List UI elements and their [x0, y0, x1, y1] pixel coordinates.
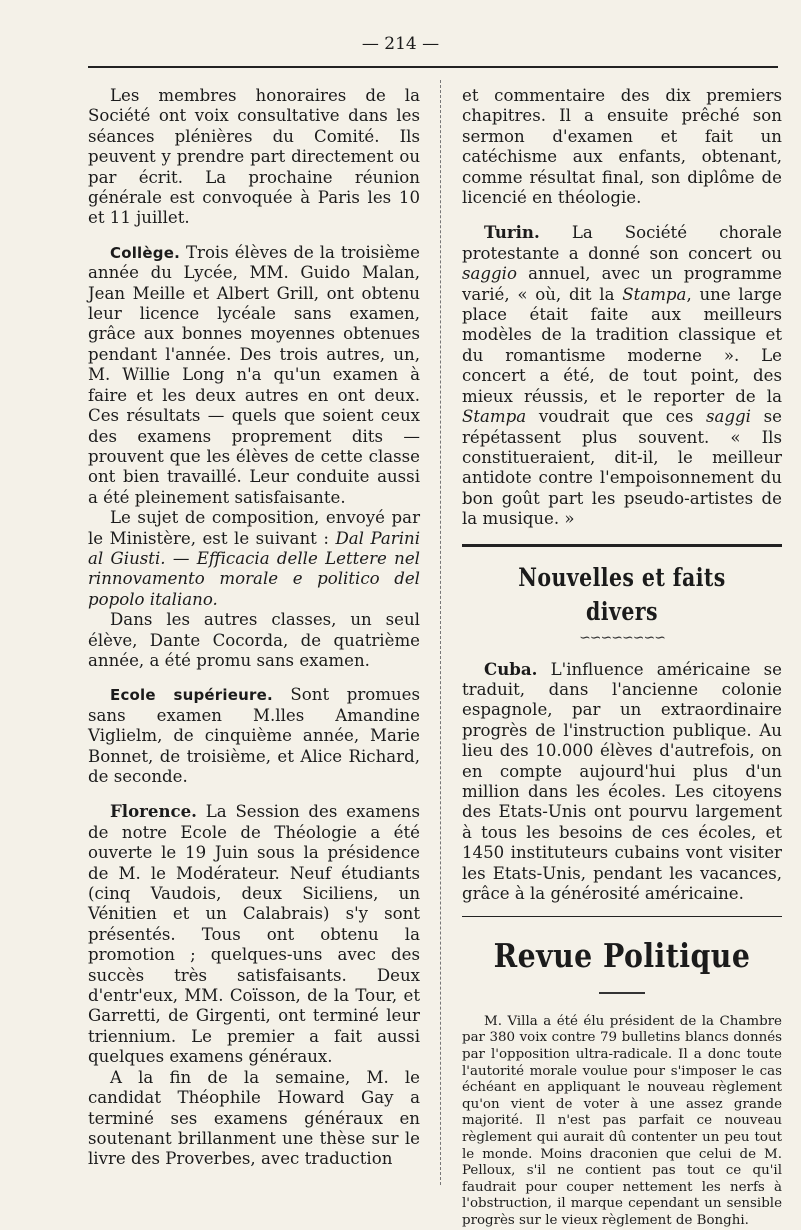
column-divider: [440, 80, 441, 1185]
section-rule: [462, 544, 782, 547]
heading-college: Collège.: [110, 243, 180, 262]
turin-text-5: se répétassent plus souvent. « Ils constitueraient, dit-il, le meilleur antidote contre l'empoisonnement du bon goût part les pseudo-artistes de la musique. »: [462, 407, 782, 529]
paragraph-gay: A la fin de la semaine, M. le candidat Théophile Howard Gay a terminé ses examens généraux en soutenant brillanment une thèse sur le livre des Proverbes, avec traduction: [88, 1067, 420, 1169]
paragraph-other-classes: Dans les autres classes, un seul élève, Dante Cocorda, de quatrième année, a été promu sans examen.: [88, 610, 420, 670]
paragraph-florence: [88, 801, 420, 1067]
ornament-line: [462, 979, 782, 999]
ecole-text: Sont promues sans examen M.lles Amandine Viglielm, de cinquième année, Marie Bonnet, de troisième, et Alice Richard, de seconde.: [88, 685, 420, 786]
section-rule-2: [462, 916, 782, 917]
paragraph-continuation: et commentaire des dix premiers chapitres. Il a ensuite prêché son sermon d'examen et fait un catéchisme aux enfants, obtenant, comme résultat final, son diplôme de licencié en théologie.: [462, 86, 782, 208]
left-column: [88, 86, 420, 1170]
right-column: [462, 86, 782, 1230]
florence-text: La Session des examens de notre Ecole de Théologie a été ouverte le 19 Juin sous la présidence de M. le Modérateur. Neuf étudiants (cinq Vaudois, deux Siciliens, un Vénitien et un Calabrais) s'y sont présentés. Tous ont obtenu la promotion ; quelques-uns avec des succès très satisfaisants. Deux d'entr'eux, MM. Coïsson, de la Tour, et Garretti, de Girgenti, ont terminé leur triennium. Le premier a fait aussi quelques examens généraux.: [88, 802, 420, 1067]
heading-ecole: Ecole supérieure.: [110, 686, 273, 705]
turin-text-4: voudrait que ces: [526, 407, 707, 427]
turin-italic-saggi: saggi: [706, 407, 751, 427]
turin-text-1: La Société chorale protestante a donné son concert ou: [462, 223, 782, 263]
section-title-nouvelles: Nouvelles et faits divers: [518, 562, 726, 626]
composition-subject: Dal Parini al Giusti. — Efficacia delle Lettere nel rinnovamento morale e politico del popolo italiano.: [88, 528, 421, 609]
heading-cuba: Cuba.: [484, 658, 538, 679]
section-title-revue: Revue Politique: [493, 936, 751, 976]
page-number: — 214 —: [361, 34, 440, 54]
heading-florence: Florence.: [110, 801, 197, 822]
ornament-wave: ∽∽∽∽∽∽∽∽: [579, 629, 665, 646]
paragraph-turin: [462, 222, 782, 529]
paragraph-college: [88, 243, 420, 508]
college-text: Trois élèves de la troisième année du Lycée, MM. Guido Malan, Jean Meille et Albert Grill, ont obtenu leur licence lycéale sans examen, grâce aux bonnes moyennes obtenues pendant l'année. Des trois autres, un, M. Willie Long n'a qu'un examen à faire et les deux autres en ont deux. Ces résultats — quels que soient ceux des examens proprement dits — prouvent que les élèves de cette classe ont bien travaillé. Leur conduite aussi a été pleinement satisfaisante.: [88, 242, 420, 507]
turin-text-2: annuel, avec un programme varié, « où, dit la: [462, 264, 782, 304]
composition-text: Le sujet de composition, envoyé par le Ministère, est le suivant :: [88, 508, 420, 548]
turin-italic-stampa: Stampa: [622, 284, 687, 304]
cuba-text: L'influence américaine se traduit, dans l'ancienne colonie espagnole, par un extraordinaire progrès de l'instruction publique. Au lieu des 10.000 élèves d'autrefois, on en compte aujourd'hui plus d'un million dans les écoles. Les citoyens des Etats-Unis ont pourvu largement à tous les besoins de ces écoles, et 1450 instituteurs cubains vont visiter les Etats-Unis, pendant les vacances, grâce à la générosité américaine.: [462, 659, 782, 903]
paragraph-ecole: [88, 685, 420, 787]
header-rule: [88, 66, 778, 68]
paragraph-membres: Les membres honoraires de la Société ont voix consultative dans les séances plénières du Comité. Ils peuvent y prendre part directement ou par écrit. La prochaine réunion générale est convoquée à Paris les 10 et 11 juillet.: [88, 86, 420, 228]
paragraph-cuba: [462, 659, 782, 905]
heading-turin: Turin.: [484, 222, 540, 243]
turin-text-3: , une large place était faite aux meilleurs modèles de la tradition classique et du romantisme moderne ». Le concert a été, de tout point, des mieux réussis, et le reporter de la: [462, 284, 782, 406]
turin-italic-stampa-2: Stampa: [462, 407, 527, 427]
paragraph-composition: [88, 508, 420, 610]
paragraph-revue: M. Villa a été élu président de la Chambre par 380 voix contre 79 bulletins blancs donnés par l'opposition ultra-radicale. Il a donc toute l'autorité morale voulue pour s'imposer le cas échéant en appliquant le nouveau règlement qu'on vient de voter à une assez grande majorité. Il n'est pas parfait ce nouveau règlement qui aurait dû contenter un peu tout le monde. Moins draconien que celui de M. Pelloux, s'il ne contient pas tout ce qu'il faudrait pour couper nettement les nerfs à l'obstruction, il marque cependant un sensible progrès sur le vieux règlement de Bonghi.: [462, 1013, 782, 1228]
turin-italic-saggio: saggio: [462, 264, 517, 284]
